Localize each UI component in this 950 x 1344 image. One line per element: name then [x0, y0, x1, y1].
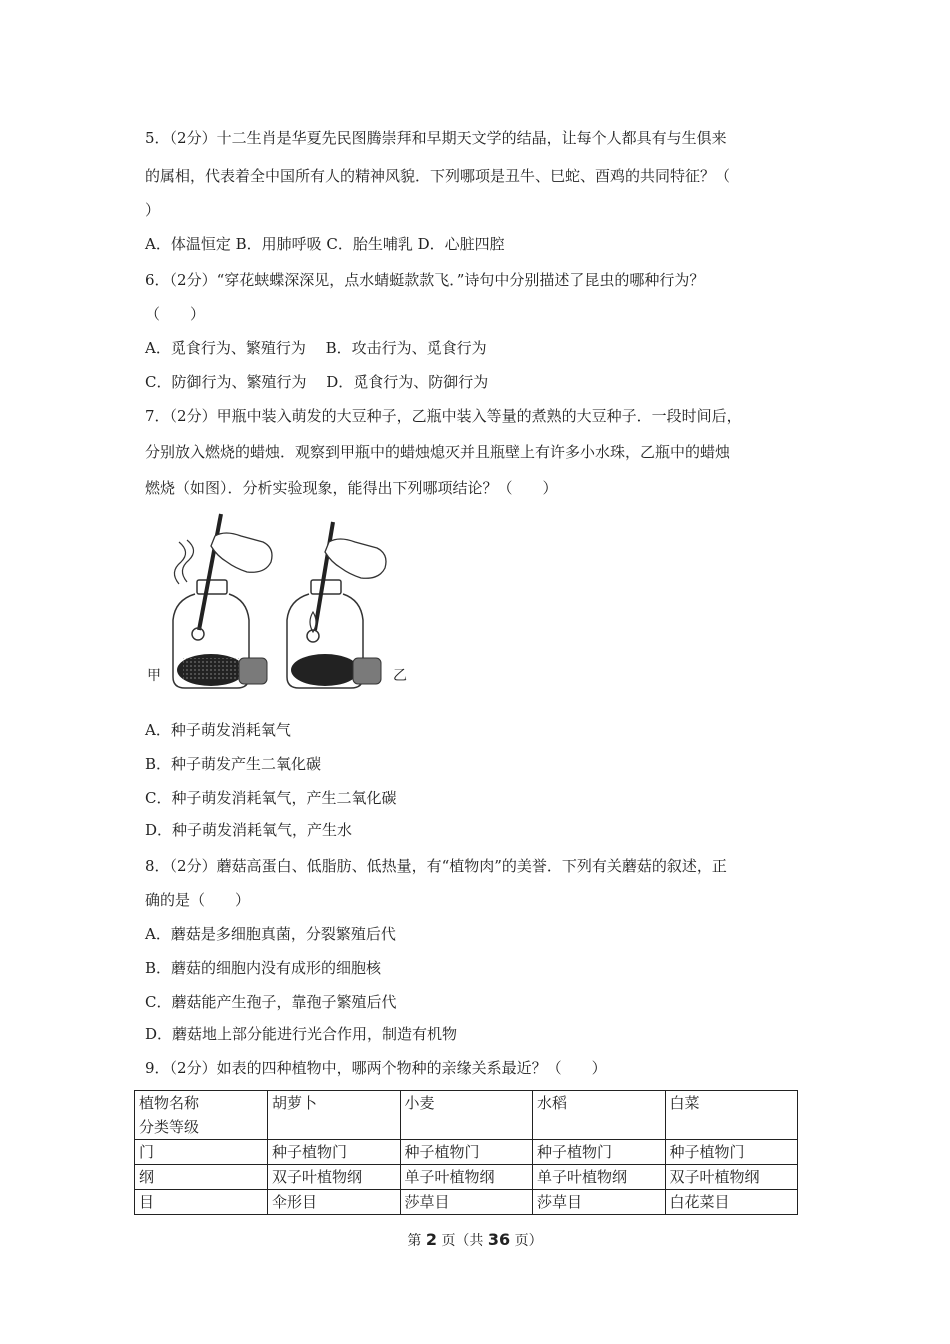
table-corner-cell: [135, 1091, 268, 1140]
table-cell: 单子叶植物纲: [533, 1165, 666, 1190]
water-dish-a: [239, 658, 267, 684]
footer-suffix: 页）: [514, 1233, 543, 1249]
q8-option-a: A．蘑菇是多细胞真菌，分裂繁殖后代: [145, 925, 396, 943]
header-classification-level: 分类等级: [139, 1118, 200, 1136]
water-dish-b: [353, 658, 381, 684]
table-row: [135, 1190, 798, 1215]
q8-option-d: D．蘑菇地上部分能进行光合作用，制造有机物: [145, 1025, 458, 1043]
plant-classification-table: [134, 1090, 798, 1215]
wire-rod-a: [199, 514, 221, 630]
header-plant: 水稻: [533, 1091, 666, 1140]
wire-rod-b: [315, 522, 333, 630]
footer-page-number: 2: [425, 1230, 437, 1249]
table-cell: 莎草目: [533, 1190, 666, 1215]
q6-stem-line2: （ ）: [145, 305, 206, 323]
q5-stem-line2: 的属相，代表着全中国所有人的精神风貌．下列哪项是丑牛、巳蛇、酉鸡的共同特征？（: [145, 167, 731, 185]
q7-option-b: B．种子萌发产生二氧化碳: [145, 755, 322, 773]
table-cell: 双子叶植物纲: [665, 1165, 798, 1190]
table-cell: 莎草目: [400, 1190, 533, 1215]
q7-stem-line2: 分别放入燃烧的蜡烛．观察到甲瓶中的蜡烛熄灭并且瓶壁上有许多小水珠，乙瓶中的蜡烛: [145, 443, 731, 461]
q7-stem-line3: 燃烧（如图）．分析实验现象，能得出下列哪项结论？（ ）: [145, 479, 558, 497]
q7-option-a: A．种子萌发消耗氧气: [145, 721, 291, 739]
page-footer: [0, 1230, 950, 1250]
hand-b: [325, 539, 386, 578]
q8-stem-line1: 8．（2分）蘑菇高蛋白、低脂肪、低热量，有“植物肉”的美誉．下列有关蘑菇的叙述，正: [145, 857, 727, 875]
q8-option-c: C．蘑菇能产生孢子，靠孢子繁殖后代: [145, 993, 397, 1011]
q5-stem-line1: 5．（2分）十二生肖是华夏先民图腾崇拜和早期天文学的结晶，让每个人都具有与生俱来: [145, 129, 727, 147]
table-cell: 种子植物门: [400, 1140, 533, 1165]
table-header-row: [135, 1091, 798, 1140]
header-plant: 胡萝卜: [268, 1091, 401, 1140]
q5-stem-line3: ）: [145, 201, 161, 219]
table-cell: 单子叶植物纲: [400, 1165, 533, 1190]
table-cell: 伞形目: [268, 1190, 401, 1215]
figure-label-yi: 乙: [393, 668, 407, 684]
q6-options-row1: A．觅食行为、繁殖行为 B．攻击行为、觅食行为: [145, 339, 487, 357]
q7-option-d: D．种子萌发消耗氧气，产生水: [145, 821, 353, 839]
q7-stem-line1: 7．（2分）甲瓶中装入萌发的大豆种子，乙瓶中装入等量的煮熟的大豆种子．一段时间后，: [145, 407, 742, 425]
q5-options: A．体温恒定 B．用肺呼吸 C．胎生哺乳 D．心脏四腔: [145, 235, 505, 253]
row-level: 门: [135, 1140, 268, 1165]
row-level: 目: [135, 1190, 268, 1215]
header-plant: 小麦: [400, 1091, 533, 1140]
q8-stem-line2: 确的是（ ）: [145, 891, 251, 909]
table-row: [135, 1165, 798, 1190]
figure-label-jia: 甲: [147, 668, 161, 684]
table-cell: 种子植物门: [665, 1140, 798, 1165]
footer-middle: 页（共: [441, 1233, 484, 1249]
q9-stem: 9．（2分）如表的四种植物中，哪两个物种的亲缘关系最近？（ ）: [145, 1059, 607, 1077]
jar-experiment-illustration: [145, 512, 415, 694]
q7-experiment-figure: [145, 512, 415, 694]
row-level: 纲: [135, 1165, 268, 1190]
candle-flame-b: [310, 612, 316, 632]
table-cell: 白花菜目: [665, 1190, 798, 1215]
table-row: [135, 1140, 798, 1165]
q8-option-b: B．蘑菇的细胞内没有成形的细胞核: [145, 959, 382, 977]
footer-prefix: 第: [407, 1233, 422, 1249]
table-cell: 种子植物门: [533, 1140, 666, 1165]
q6-options-row2: C．防御行为、繁殖行为 D．觅食行为、防御行为: [145, 373, 489, 391]
q6-stem-line1: 6．（2分）“穿花蛱蝶深深见，点水蜻蜓款款飞．”诗句中分别描述了昆虫的哪种行为？: [145, 271, 705, 289]
hand-a: [211, 533, 272, 572]
footer-total-pages: 36: [487, 1230, 511, 1249]
table-cell: 种子植物门: [268, 1140, 401, 1165]
header-plant-name: 植物名称: [139, 1094, 200, 1112]
q7-option-c: C．种子萌发消耗氧气，产生二氧化碳: [145, 789, 397, 807]
header-plant: 白菜: [665, 1091, 798, 1140]
seed-granules: [183, 658, 239, 680]
table-cell: 双子叶植物纲: [268, 1165, 401, 1190]
boiled-seeds: [291, 654, 359, 686]
